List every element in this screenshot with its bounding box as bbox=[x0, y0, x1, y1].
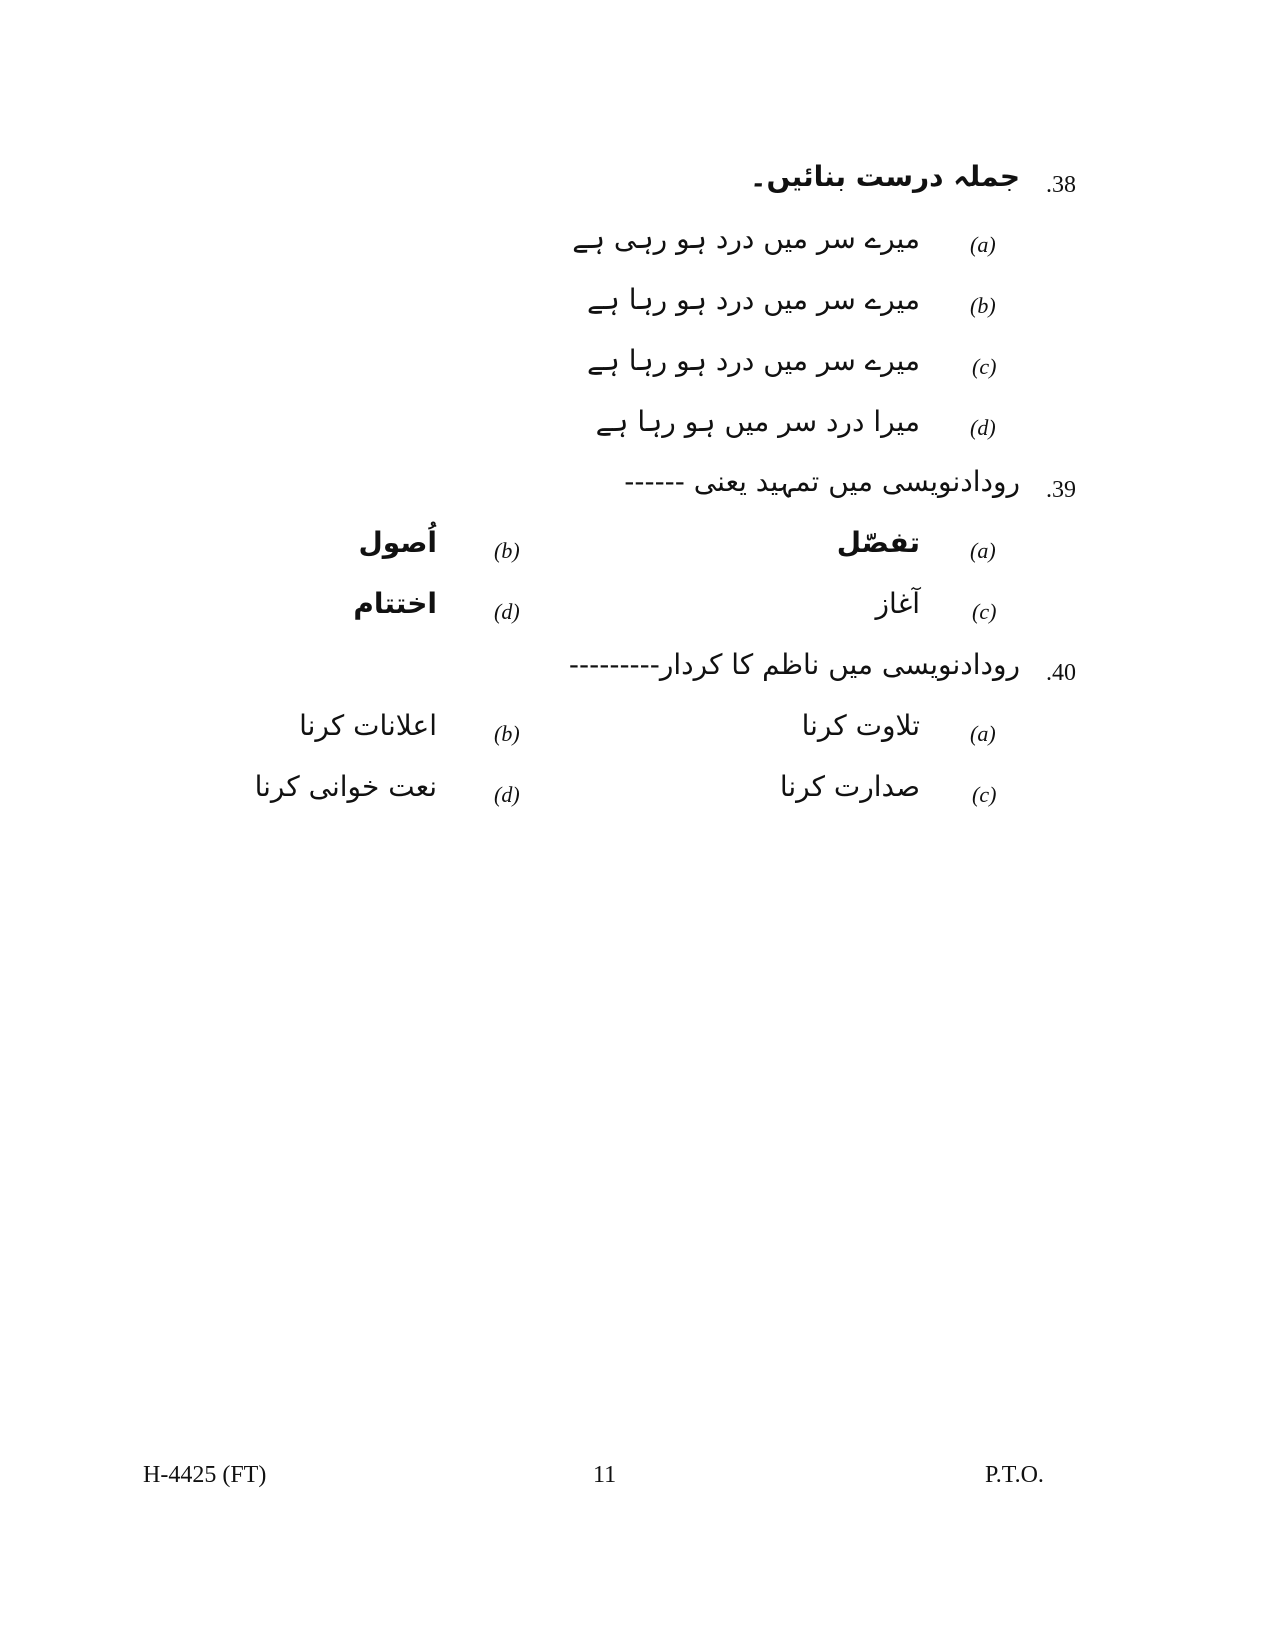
q40-option-a-text: تلاوت کرنا bbox=[801, 709, 920, 742]
footer-paper-code: H-4425 (FT) bbox=[143, 1462, 267, 1488]
question-39-text: رودادنویسی میں تمہید یعنی ------ bbox=[624, 465, 1020, 498]
q38-option-d-label: (d) bbox=[970, 415, 996, 440]
footer-page-number: 11 bbox=[593, 1462, 617, 1488]
q39-option-c-label: (c) bbox=[972, 599, 997, 624]
q39-option-a-text: تفصّل bbox=[836, 526, 920, 559]
q38-option-c-text: میرے سر میں درد ہو رہا ہے bbox=[587, 344, 920, 377]
q40-option-b-label: (b) bbox=[494, 721, 520, 746]
question-40-text: رودادنویسی میں ناظم کا کردار--------- bbox=[568, 648, 1020, 681]
question-39-number: .39 bbox=[1046, 477, 1076, 503]
q39-option-b-label: (b) bbox=[494, 538, 520, 563]
q38-option-c-label: (c) bbox=[972, 354, 997, 379]
q38-option-b-label: (b) bbox=[970, 293, 996, 318]
q40-option-c-label: (c) bbox=[972, 782, 997, 807]
q40-option-a-label: (a) bbox=[970, 721, 996, 746]
question-38-number: .38 bbox=[1046, 172, 1076, 198]
q38-option-b-text: میرے سر میں درد ہو رہا ہے bbox=[587, 283, 920, 316]
q40-option-b-text: اعلانات کرنا bbox=[299, 709, 437, 742]
q39-option-c-text: آغاز bbox=[875, 587, 920, 620]
question-38-text: جملہ درست بنائیں۔ bbox=[750, 160, 1020, 193]
q40-option-d-text: نعت خوانی کرنا bbox=[254, 770, 437, 803]
q39-option-d-text: اختتام bbox=[353, 587, 437, 620]
q39-option-d-label: (d) bbox=[494, 599, 520, 624]
q38-option-a-text: میرے سر میں درد ہو رہی ہے bbox=[572, 222, 920, 255]
q38-option-a-label: (a) bbox=[970, 232, 996, 257]
q40-option-c-text: صدارت کرنا bbox=[779, 770, 920, 803]
q38-option-d-text: میرا درد سر میں ہو رہا ہے bbox=[595, 405, 920, 438]
question-40-number: .40 bbox=[1046, 660, 1076, 686]
footer-pto: P.T.O. bbox=[985, 1462, 1044, 1488]
q40-option-d-label: (d) bbox=[494, 782, 520, 807]
q39-option-b-text: اُصول bbox=[358, 526, 437, 559]
q39-option-a-label: (a) bbox=[970, 538, 996, 563]
